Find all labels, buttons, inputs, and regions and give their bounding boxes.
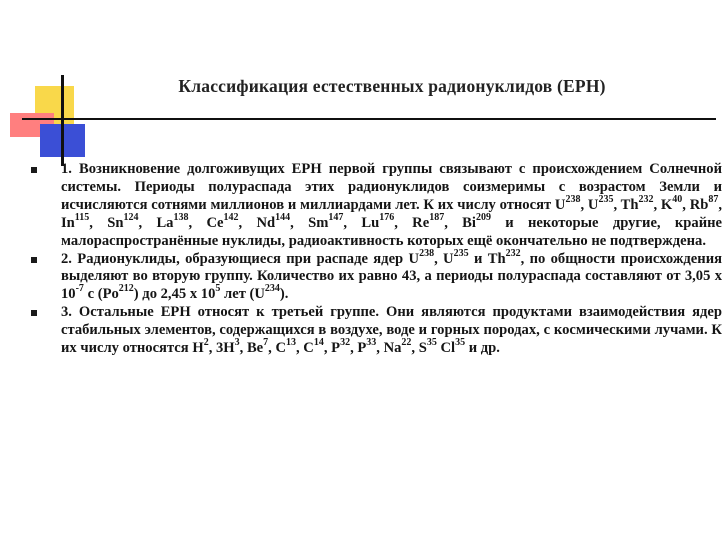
superscript: 176 <box>379 211 395 223</box>
text-segment: и некоторые другие, крайне малораспространённые нуклиды, радиоактивность которых ещё окончательно не подтверждена. <box>61 214 722 249</box>
text-segment: , P <box>350 340 367 357</box>
superscript: 22 <box>401 337 412 349</box>
superscript: 142 <box>223 211 239 223</box>
superscript: 238 <box>419 247 435 259</box>
superscript: -7 <box>75 283 84 295</box>
text-segment: , Re <box>394 214 430 231</box>
superscript: 14 <box>313 337 324 349</box>
bullet-text <box>61 247 722 303</box>
superscript: 35 <box>426 337 437 349</box>
text-segment: 2. Радионуклиды, образующиеся при распаде ядер U <box>61 250 420 267</box>
bullet-text <box>61 304 722 356</box>
text-segment: , C <box>296 340 314 357</box>
bullet-item <box>28 161 722 251</box>
superscript: 232 <box>505 247 521 259</box>
text-segment: и др. <box>465 340 500 357</box>
text-segment: с (Po <box>83 286 119 303</box>
superscript: 234 <box>264 283 280 295</box>
text-segment: , Nd <box>238 214 276 231</box>
superscript: 40 <box>672 193 683 205</box>
text-segment: , Lu <box>343 214 380 231</box>
superscript: 235 <box>598 193 614 205</box>
text-segment: , P <box>323 340 341 357</box>
superscript: 2 <box>203 337 209 349</box>
text-segment: , K <box>653 196 673 213</box>
superscript: 238 <box>565 193 581 205</box>
text-segment: ). <box>279 286 289 303</box>
text-segment: , Bi <box>444 214 476 231</box>
superscript: 32 <box>340 337 351 349</box>
text-segment: , Na <box>376 340 402 357</box>
superscript: 232 <box>638 193 654 205</box>
superscript: 33 <box>366 337 377 349</box>
text-segment: , In <box>61 196 722 231</box>
text-segment: , Th <box>613 196 639 213</box>
square-bullet-icon <box>31 167 37 173</box>
superscript: 13 <box>286 337 296 349</box>
superscript: 7 <box>263 337 269 349</box>
bullet-item <box>28 247 722 305</box>
square-bullet-icon <box>31 257 37 263</box>
text-segment: и Th <box>468 250 506 267</box>
text-segment: , La <box>138 214 174 231</box>
superscript: 87 <box>708 193 719 205</box>
text-segment: ) до 2,45 х 10 <box>133 286 216 303</box>
text-segment: Cl <box>436 340 456 357</box>
superscript: 3 <box>234 337 240 349</box>
text-segment: , Sm <box>290 214 329 231</box>
square-bullet-icon <box>31 310 37 316</box>
text-segment: 1. Возникновение долгоживущих ЕРН первой группы связывают с происхождением Солнечной системы. Периоды полураспада этих радионуклидов соизмеримы с возрастом Земли и исчисляются сотнями миллионов и миллиардами лет. К их числу относят U <box>61 161 722 213</box>
title-divider-line <box>22 118 716 120</box>
superscript: 124 <box>123 211 139 223</box>
text-segment: , U <box>580 196 599 213</box>
text-segment: , Sn <box>89 214 124 231</box>
superscript: 147 <box>328 211 344 223</box>
text-segment: , C <box>268 340 286 357</box>
superscript: 115 <box>74 211 90 223</box>
text-segment: , 3H <box>208 340 235 357</box>
superscript: 5 <box>215 283 221 295</box>
superscript: 138 <box>173 211 189 223</box>
text-segment: , U <box>434 250 454 267</box>
text-segment: , Rb <box>682 196 709 213</box>
text-segment: 3. Остальные ЕРН относят к третьей группе. Они являются продуктами взаимодействия ядер стабильных элементов, содержащихся в воздухе, воде и горных породах, с космическими лучами. К их числу относятся H <box>61 304 722 357</box>
superscript: 209 <box>475 211 491 223</box>
bullet-list <box>28 161 722 358</box>
text-segment: , Be <box>239 340 264 357</box>
superscript: 235 <box>453 247 469 259</box>
text-segment: , S <box>411 340 427 357</box>
text-segment: лет (U <box>220 286 265 303</box>
text-segment: , по общности происхождения выделяют во вторую группу. Количество их равно 43, а периоды полураспада составляют от 3,05 х 10 <box>61 250 722 303</box>
slide-title: Классификация естественных радионуклидов (ЕРН) <box>178 76 606 96</box>
bullet-text <box>61 161 722 249</box>
superscript: 144 <box>275 211 291 223</box>
bullet-item <box>28 304 722 358</box>
superscript: 35 <box>455 337 466 349</box>
superscript: 212 <box>118 283 134 295</box>
decorative-vertical-line <box>61 75 64 166</box>
text-segment: , Ce <box>188 214 224 231</box>
superscript: 187 <box>429 211 445 223</box>
